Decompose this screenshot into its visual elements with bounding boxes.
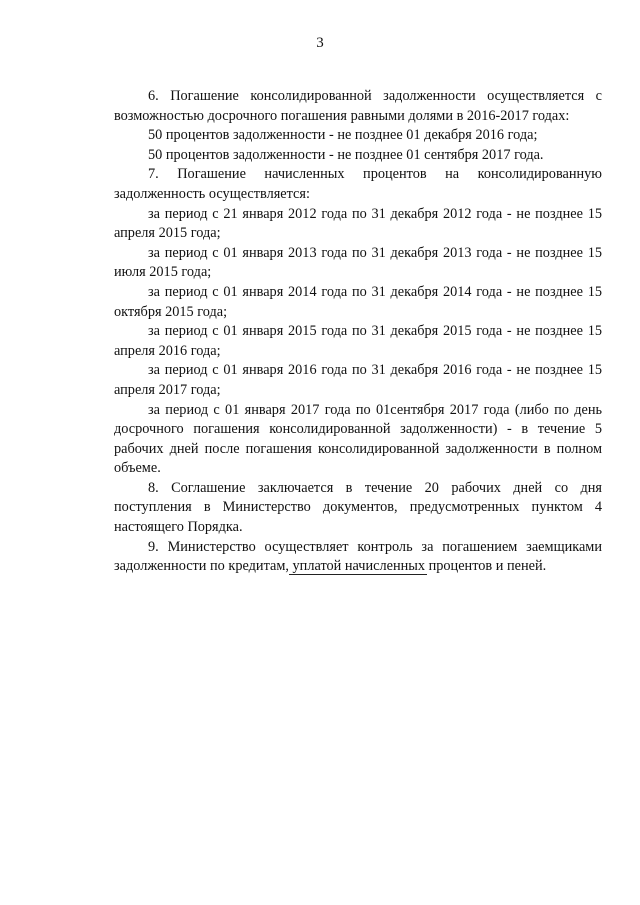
- page-number: 3: [316, 35, 324, 51]
- paragraph-9: 9. Министерство осуществляет контроль за погашением заемщиками задолженности по кредитам, уплатой начисленных процентов и пеней.: [114, 538, 602, 575]
- paragraph-7-period-2013: за период с 01 января 2013 года по 31 декабря 2013 года - не позднее 15 июля 2015 года;: [114, 244, 602, 281]
- paragraph-6: 6. Погашение консолидированной задолженности осуществляется с возможностью досрочного погашения равными долями в 2016-2017 годах:: [114, 88, 602, 124]
- paragraph-7-period-2017: за период с 01 января 2017 года по 01сентября 2017 года (либо по день досрочного погашения консолидированной задолженности) - в течение 5 рабочих дней после погашения консолидированной задолженности в полном объеме.: [114, 401, 602, 477]
- paragraph-6-item-2: 50 процентов задолженности - не позднее 01 сентября 2017 года.: [148, 146, 544, 163]
- document-body: [114, 87, 602, 577]
- paragraph-7-period-2012: за период с 21 января 2012 года по 31 декабря 2012 года - не позднее 15 апреля 2015 года;: [114, 205, 602, 242]
- paragraph-6-item-1: 50 процентов задолженности - не позднее 01 декабря 2016 года;: [148, 127, 538, 144]
- paragraph-7-period-2014: за период с 01 января 2014 года по 31 декабря 2014 года - не позднее 15 октября 2015 года;: [114, 283, 602, 320]
- paragraph-8: 8. Соглашение заключается в течение 20 рабочих дней со дня поступления в Министерство документов, предусмотренных пунктом 4 настоящего Порядка.: [114, 479, 602, 536]
- paragraph-7-period-2016: за период с 01 января 2016 года по 31 декабря 2016 года - не позднее 15 апреля 2017 года;: [114, 362, 602, 398]
- closing-rule: [289, 574, 427, 575]
- paragraph-7-period-2015: за период с 01 января 2015 года по 31 декабря 2015 года - не позднее 15 апреля 2016 года;: [114, 323, 602, 359]
- paragraph-7: 7. Погашение начисленных процентов на консолидированную задолженность осуществляется:: [114, 166, 602, 202]
